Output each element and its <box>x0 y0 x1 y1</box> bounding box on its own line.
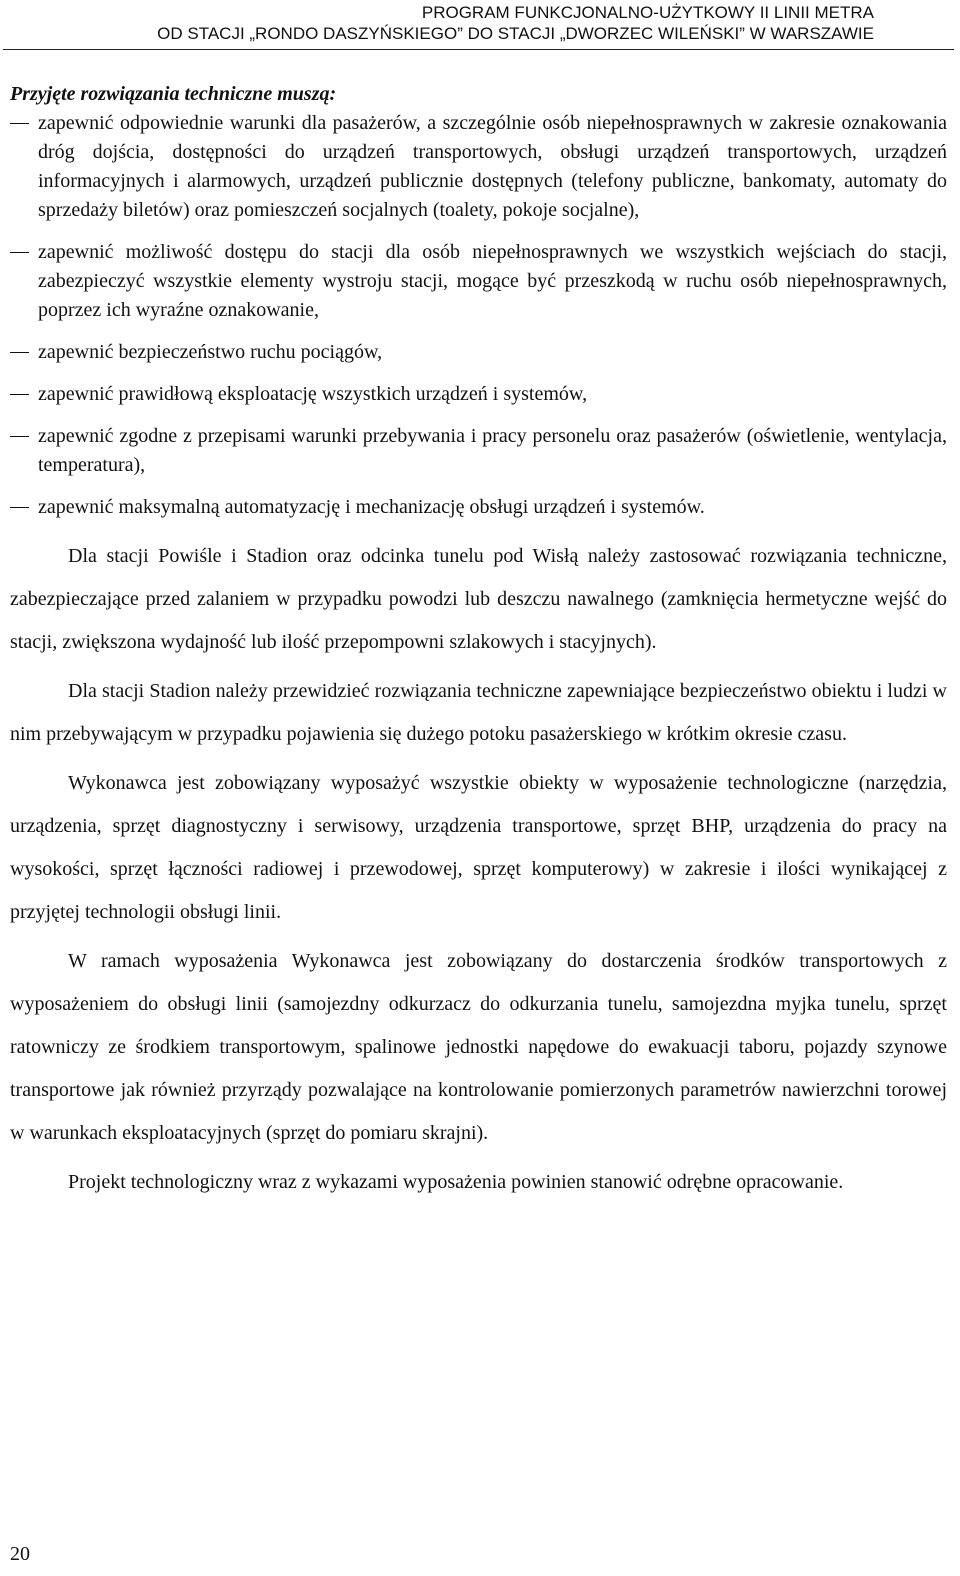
page-header <box>157 2 874 44</box>
paragraph-flood-protection: Dla stacji Powiśle i Stadion oraz odcinka tunelu pod Wisłą należy zastosować rozwiązania techniczne, zabezpieczające przed zalaniem w przypadku powodzi lub deszczu nawalnego (zamknięcia hermetyczne wejść do stacji, zwiększona wydajność lub ilość przepompowni szlakowych i stacyjnych). <box>10 545 947 653</box>
list-item <box>10 238 947 325</box>
list-item-text: zapewnić możliwość dostępu do stacji dla osób niepełnosprawnych we wszystkich wejściach do stacji, zabezpieczyć wszystkie elementy wystroju stacji, mogące być przeszkodą w ruchu osób niepełnosprawnych, poprzez ich wyraźne oznakowanie, <box>38 241 947 321</box>
list-item-text: zapewnić zgodne z przepisami warunki przebywania i pracy personelu oraz pasażerów (oświetlenie, wentylacja, temperatura), <box>38 425 947 476</box>
document-body <box>10 80 947 1210</box>
list-item <box>10 422 947 480</box>
dash-bullet-icon <box>10 252 29 253</box>
list-item <box>10 109 947 225</box>
dash-bullet-icon <box>10 123 29 124</box>
list-item-text: zapewnić odpowiednie warunki dla pasażerów, a szczególnie osób niepełnosprawnych w zakresie oznakowania dróg dojścia, dostępności do urządzeń transportowych, obsługi urządzeń transportowych, urządzeń informacyjnych i alarmowych, urządzeń publicznie dostępnych (telefony publiczne, bankomaty, automaty do sprzedaży biletów) oraz pomieszczeń socjalnych (toalety, pokoje socjalne), <box>38 112 947 221</box>
header-title-line-2: OD STACJI „RONDO DASZYŃSKIEGO” DO STACJI „DWORZEC WILEŃSKI” W WARSZAWIE <box>157 24 874 43</box>
paragraph-technological-equipment: Wykonawca jest zobowiązany wyposażyć wszystkie obiekty w wyposażenie technologiczne (narzędzia, urządzenia, sprzęt diagnostyczny i serwisowy, urządzenia transportowe, sprzęt BHP, urządzenia do pracy na wysokości, sprzęt łączności radiowej i przewodowej, sprzęt komputerowy) w zakresie i ilości wynikającej z przyjętej technologii obsługi linii. <box>10 772 947 923</box>
section-heading: Przyjęte rozwiązania techniczne muszą: <box>10 83 337 105</box>
list-item <box>10 380 947 409</box>
list-item-text: zapewnić prawidłową eksploatację wszystkich urządzeń i systemów, <box>38 383 588 405</box>
paragraph-transport-equipment: W ramach wyposażenia Wykonawca jest zobowiązany do dostarczenia środków transportowych z wyposażeniem do obsługi linii (samojezdny odkurzacz do odkurzania tunelu, samojezdna myjka tunelu, sprzęt ratowniczy ze środkiem transportowym, spalinowe jednostki napędowe do ewakuacji taboru, pojazdy szynowe transportowe jak również przyrządy pozwalające na kontrolowanie pomierzonych parametrów nawierzchni torowej w warunkach eksploatacyjnych (sprzęt do pomiaru skrajni). <box>10 950 947 1144</box>
paragraph-technological-project: Projekt technologiczny wraz z wykazami wyposażenia powinien stanowić odrębne opracowanie. <box>68 1171 844 1193</box>
header-title-line-1: PROGRAM FUNKCJONALNO-UŻYTKOWY II LINII METRA <box>421 3 874 22</box>
dash-bullet-icon <box>10 507 29 508</box>
dash-bullet-icon <box>10 394 29 395</box>
list-item-text: zapewnić bezpieczeństwo ruchu pociągów, <box>38 341 383 363</box>
header-divider <box>3 49 954 50</box>
requirements-list <box>10 109 947 522</box>
page-number: 20 <box>10 1543 30 1565</box>
list-item <box>10 493 947 522</box>
dash-bullet-icon <box>10 436 29 437</box>
dash-bullet-icon <box>10 352 29 353</box>
list-item-text: zapewnić maksymalną automatyzację i mechanizację obsługi urządzeń i systemów. <box>38 496 705 518</box>
paragraph-stadion-safety: Dla stacji Stadion należy przewidzieć rozwiązania techniczne zapewniające bezpieczeństwo obiektu i ludzi w nim przebywającym w przypadku pojawienia się dużego potoku pasażerskiego w krótkim okresie czasu. <box>10 680 947 745</box>
list-item <box>10 338 947 367</box>
